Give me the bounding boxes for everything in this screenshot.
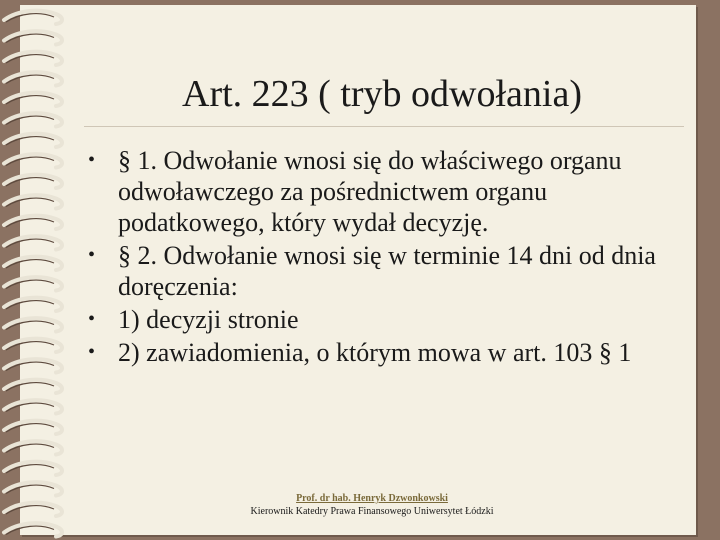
bullet-dot-icon: • — [88, 341, 96, 363]
bullet-dot-icon: • — [88, 308, 96, 330]
bullet-text: 1) decyzji stronie — [118, 305, 299, 334]
spiral-binding — [0, 0, 80, 540]
title-divider — [84, 126, 684, 127]
bullet-text: 2) zawiadomienia, o którym mowa w art. 103 § 1 — [118, 338, 632, 367]
footer-author: Prof. dr hab. Henryk Dzwonkowski — [296, 493, 448, 504]
bullet-list — [86, 145, 686, 370]
bullet-item — [86, 240, 686, 302]
bullet-dot-icon: • — [88, 149, 96, 171]
bullet-item — [86, 304, 686, 335]
bullet-text: § 1. Odwołanie wnosi się do właściwego organu odwoławczego za pośrednictwem organu podatkowego, który wydał decyzję. — [118, 146, 622, 237]
bullet-dot-icon: • — [88, 244, 96, 266]
bullet-text: § 2. Odwołanie wnosi się w terminie 14 dni od dnia doręczenia: — [118, 241, 656, 301]
bullet-item — [86, 145, 686, 238]
slide-footer — [212, 492, 532, 518]
bullet-item — [86, 337, 686, 368]
footer-affiliation: Kierownik Katedry Prawa Finansowego Uniwersytet Łódzki — [250, 506, 494, 517]
slide-title: Art. 223 ( tryb odwołania) — [182, 73, 582, 115]
